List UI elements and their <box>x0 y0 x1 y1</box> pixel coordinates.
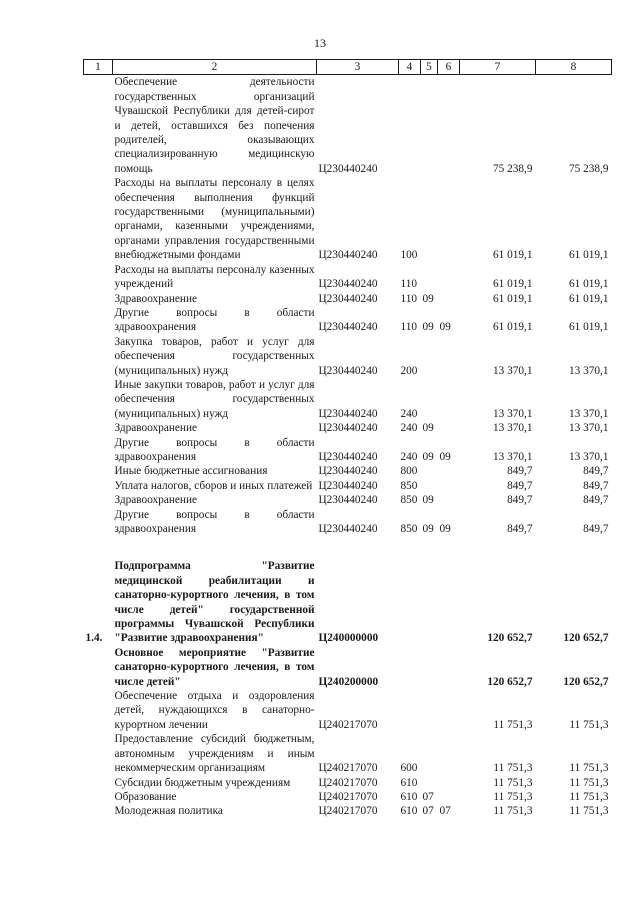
amount-cell: 13 370,1 <box>568 450 609 463</box>
amount-cell: 11 751,3 <box>569 718 609 731</box>
item-name-cell: Подпрограмма "Развитие медицинской реабилитации и санаторно-курортного лечения, в том числе детей" государственной программы Чувашской Республики "Развитие здравоохранения" <box>114 560 315 645</box>
section-cell <box>421 263 438 292</box>
item-name-cell: Закупка товаров, работ и услуг для обеспечения государственных (муниципальных) нужд <box>114 335 315 377</box>
item-name-cell: Образование <box>114 790 177 803</box>
section-cell <box>421 776 438 790</box>
item-name-cell: Иные закупки товаров, работ и услуг для обеспечения государственных (муниципальных) нужд <box>114 378 315 420</box>
expense-type-cell: 610 <box>400 805 418 818</box>
subsection-cell: 09 <box>439 450 451 463</box>
subsection-cell: 07 <box>439 805 451 818</box>
section-cell: 07 <box>422 805 434 818</box>
table-body <box>84 75 612 819</box>
subsection-cell <box>438 790 460 804</box>
expense-type-cell: 240 <box>400 450 418 463</box>
table-row <box>84 790 612 804</box>
amount-cell: 61 019,1 <box>568 321 609 334</box>
amount-cell: 849,7 <box>507 465 533 478</box>
expense-type-cell: 110 <box>400 278 418 291</box>
column-header: 6 <box>438 60 460 75</box>
target-article-code-cell: Ц240217070 <box>318 762 378 775</box>
expense-type-cell: 240 <box>400 422 418 435</box>
target-article-code-cell: Ц230440240 <box>318 422 378 435</box>
subsection-cell <box>438 464 460 478</box>
amount-cell: 13 370,1 <box>492 407 533 420</box>
subsection-cell: 09 <box>439 523 451 535</box>
row-number-cell <box>84 776 113 790</box>
subsection-cell <box>438 421 460 435</box>
row-number-cell <box>84 790 113 804</box>
column-header: 7 <box>460 60 536 75</box>
subsection-cell <box>438 559 460 645</box>
amount-cell: 849,7 <box>583 523 609 535</box>
target-article-code-cell: Ц230440240 <box>318 292 378 305</box>
section-cell: 09 <box>422 292 434 305</box>
table-row <box>84 335 612 378</box>
amount-cell: 11 751,3 <box>493 805 533 818</box>
column-header: 4 <box>399 60 421 75</box>
expense-type-cell: 240 <box>400 407 418 420</box>
amount-cell: 13 370,1 <box>568 364 609 377</box>
subsection-cell: 09 <box>439 321 451 334</box>
subsection-cell <box>438 292 460 306</box>
item-name-cell: Субсидии бюджетным учреждениям <box>114 776 291 789</box>
amount-cell: 75 238,9 <box>568 162 609 175</box>
table-row <box>84 75 612 176</box>
expense-type-cell: 850 <box>400 494 418 507</box>
amount-cell: 11 751,3 <box>569 762 609 775</box>
table-row <box>84 263 612 292</box>
expense-type-cell: 200 <box>400 364 418 377</box>
amount-cell: 849,7 <box>507 523 533 535</box>
target-article-code-cell: Ц240217070 <box>318 776 378 789</box>
row-number-cell <box>84 493 113 507</box>
budget-table <box>83 59 612 819</box>
row-number-cell <box>84 732 113 775</box>
section-cell: 09 <box>422 494 434 507</box>
expense-type-cell: 800 <box>400 465 418 478</box>
amount-cell: 61 019,1 <box>568 278 609 291</box>
subsection-cell <box>438 75 460 176</box>
amount-cell: 120 652,7 <box>487 675 533 688</box>
subsection-cell <box>438 646 460 689</box>
subsection-cell <box>438 378 460 421</box>
section-cell <box>421 378 438 421</box>
table-row <box>84 464 612 478</box>
expense-type-cell: 610 <box>400 776 418 789</box>
column-header: 8 <box>536 60 612 75</box>
row-number-cell: 1.4. <box>85 632 103 645</box>
table-row <box>84 776 612 790</box>
table-row <box>84 421 612 435</box>
section-cell <box>421 464 438 478</box>
section-cell: 07 <box>422 790 434 803</box>
amount-cell: 120 652,7 <box>563 675 609 688</box>
amount-cell: 61 019,1 <box>568 249 609 262</box>
table-row <box>84 378 612 421</box>
amount-cell: 11 751,3 <box>493 776 533 789</box>
target-article-code-cell: Ц230440240 <box>318 249 378 262</box>
amount-cell: 13 370,1 <box>492 422 533 435</box>
row-number-cell <box>84 689 113 732</box>
item-name-cell: Обеспечение деятельности государственных организаций Чувашской Республики для детей-сирот и детей, оставшихся без попечения родителей, оказывающих специализированную медицинскую помощь <box>114 76 315 175</box>
item-name-cell: Другие вопросы в области здравоохранения <box>114 436 315 463</box>
page-number: 13 <box>314 36 326 50</box>
amount-cell: 11 751,3 <box>493 790 533 803</box>
section-cell: 09 <box>422 450 434 463</box>
item-name-cell: Расходы на выплаты персоналу в целях обеспечения выполнения функций государственными (муниципальными) органами, казенными учреждениями, органами управления государственными внебюджетными фондами <box>114 177 315 262</box>
amount-cell: 120 652,7 <box>487 632 533 645</box>
column-header: 3 <box>317 60 399 75</box>
amount-cell: 75 238,9 <box>492 162 533 175</box>
table-header <box>84 60 612 75</box>
target-article-code-cell: Ц230440240 <box>318 364 378 377</box>
amount-cell: 11 751,3 <box>493 718 533 731</box>
section-cell <box>421 335 438 378</box>
row-number-cell <box>84 75 113 176</box>
section-cell <box>421 479 438 493</box>
amount-cell: 61 019,1 <box>492 292 533 305</box>
table-row <box>84 804 612 818</box>
expense-type-cell <box>399 559 421 645</box>
expense-type-cell <box>399 646 421 689</box>
section-cell: 09 <box>422 422 434 435</box>
target-article-code-cell: Ц240200000 <box>318 675 379 688</box>
row-number-cell <box>84 464 113 478</box>
amount-cell: 61 019,1 <box>492 278 533 291</box>
amount-cell: 849,7 <box>583 494 609 507</box>
column-header: 1 <box>84 60 113 75</box>
table-row <box>84 559 612 645</box>
subsection-cell <box>438 732 460 775</box>
subsection-cell <box>438 479 460 493</box>
column-header: 5 <box>421 60 438 75</box>
section-cell <box>421 559 438 645</box>
subsection-cell <box>438 263 460 292</box>
row-number-cell <box>84 263 113 292</box>
expense-type-cell: 850 <box>400 479 418 492</box>
item-name-cell: Обеспечение отдыха и оздоровления детей, нуждающихся в санаторно-курортном лечении <box>114 690 315 731</box>
table-row <box>84 306 612 335</box>
table-row <box>84 646 612 689</box>
subsection-cell <box>438 335 460 378</box>
amount-cell: 13 370,1 <box>492 364 533 377</box>
target-article-code-cell: Ц230440240 <box>318 479 378 492</box>
row-number-cell <box>84 508 113 537</box>
amount-cell: 13 370,1 <box>492 450 533 463</box>
subsection-cell <box>438 776 460 790</box>
table-row <box>84 508 612 537</box>
expense-type-cell: 850 <box>400 523 418 535</box>
amount-cell: 61 019,1 <box>492 249 533 262</box>
spacer-row <box>84 536 612 559</box>
target-article-code-cell: Ц230440240 <box>318 465 378 478</box>
row-number-cell <box>84 378 113 421</box>
item-name-cell: Другие вопросы в области здравоохранения <box>114 306 315 334</box>
expense-type-cell <box>399 689 421 732</box>
amount-cell: 61 019,1 <box>568 292 609 305</box>
target-article-code-cell: Ц240217070 <box>318 805 378 818</box>
table-row <box>84 292 612 306</box>
section-cell: 09 <box>422 321 434 334</box>
table-row <box>84 479 612 493</box>
row-number-cell <box>84 804 113 818</box>
amount-cell: 13 370,1 <box>568 422 609 435</box>
target-article-code-cell: Ц240000000 <box>318 632 379 645</box>
row-number-cell <box>84 479 113 493</box>
expense-type-cell: 110 <box>400 321 418 334</box>
item-name-cell: Здравоохранение <box>114 494 198 507</box>
section-cell <box>421 689 438 732</box>
amount-cell: 61 019,1 <box>492 321 533 334</box>
item-name-cell: Основное мероприятие "Развитие санаторно-курортного лечения, в том числе детей" <box>114 646 315 688</box>
expense-type-cell: 610 <box>400 790 418 803</box>
target-article-code-cell: Ц240217070 <box>318 718 378 731</box>
row-number-cell <box>84 421 113 435</box>
amount-cell: 11 751,3 <box>493 762 533 775</box>
target-article-code-cell: Ц230440240 <box>318 450 378 463</box>
target-article-code-cell: Ц230440240 <box>318 494 378 507</box>
target-article-code-cell: Ц230440240 <box>318 278 378 291</box>
subsection-cell <box>438 689 460 732</box>
target-article-code-cell: Ц230440240 <box>318 523 378 535</box>
target-article-code-cell: Ц240217070 <box>318 790 378 803</box>
amount-cell: 11 751,3 <box>569 805 609 818</box>
section-cell <box>421 176 438 262</box>
row-number-cell <box>84 176 113 262</box>
table-row <box>84 176 612 262</box>
spacer-cell <box>84 536 612 559</box>
row-number-cell <box>84 335 113 378</box>
section-cell <box>421 75 438 176</box>
amount-cell: 11 751,3 <box>569 790 609 803</box>
target-article-code-cell: Ц230440240 <box>318 407 378 420</box>
subsection-cell <box>438 493 460 507</box>
item-name-cell: Другие вопросы в области здравоохранения <box>114 508 315 535</box>
subsection-cell <box>438 176 460 262</box>
target-article-code-cell: Ц230440240 <box>318 321 378 334</box>
item-name-cell: Здравоохранение <box>114 292 198 305</box>
expense-type-cell: 100 <box>400 249 418 262</box>
amount-cell: 120 652,7 <box>563 632 609 645</box>
amount-cell: 11 751,3 <box>569 776 609 789</box>
item-name-cell: Молодежная политика <box>114 805 223 818</box>
column-header: 2 <box>113 60 317 75</box>
amount-cell: 849,7 <box>507 494 533 507</box>
target-article-code-cell: Ц230440240 <box>318 162 378 175</box>
item-name-cell: Здравоохранение <box>114 422 198 435</box>
item-name-cell: Иные бюджетные ассигнования <box>114 465 268 478</box>
section-cell <box>421 732 438 775</box>
item-name-cell: Уплата налогов, сборов и иных платежей <box>114 479 313 492</box>
table-row <box>84 689 612 732</box>
table-row <box>84 732 612 775</box>
section-cell: 09 <box>422 523 434 535</box>
row-number-cell <box>84 292 113 306</box>
table-row <box>84 436 612 465</box>
amount-cell: 849,7 <box>507 479 533 492</box>
item-name-cell: Расходы на выплаты персоналу казенных учреждений <box>114 263 315 291</box>
expense-type-cell: 110 <box>400 292 418 305</box>
table-row <box>84 493 612 507</box>
row-number-cell <box>84 646 113 689</box>
row-number-cell <box>84 306 113 335</box>
amount-cell: 849,7 <box>583 465 609 478</box>
section-cell <box>421 646 438 689</box>
expense-type-cell <box>399 75 421 176</box>
item-name-cell: Предоставление субсидий бюджетным, автономным учреждениям и иным некоммерческим организациям <box>114 733 315 775</box>
expense-type-cell: 600 <box>400 762 418 775</box>
amount-cell: 13 370,1 <box>568 407 609 420</box>
row-number-cell <box>84 436 113 465</box>
amount-cell: 849,7 <box>583 479 609 492</box>
